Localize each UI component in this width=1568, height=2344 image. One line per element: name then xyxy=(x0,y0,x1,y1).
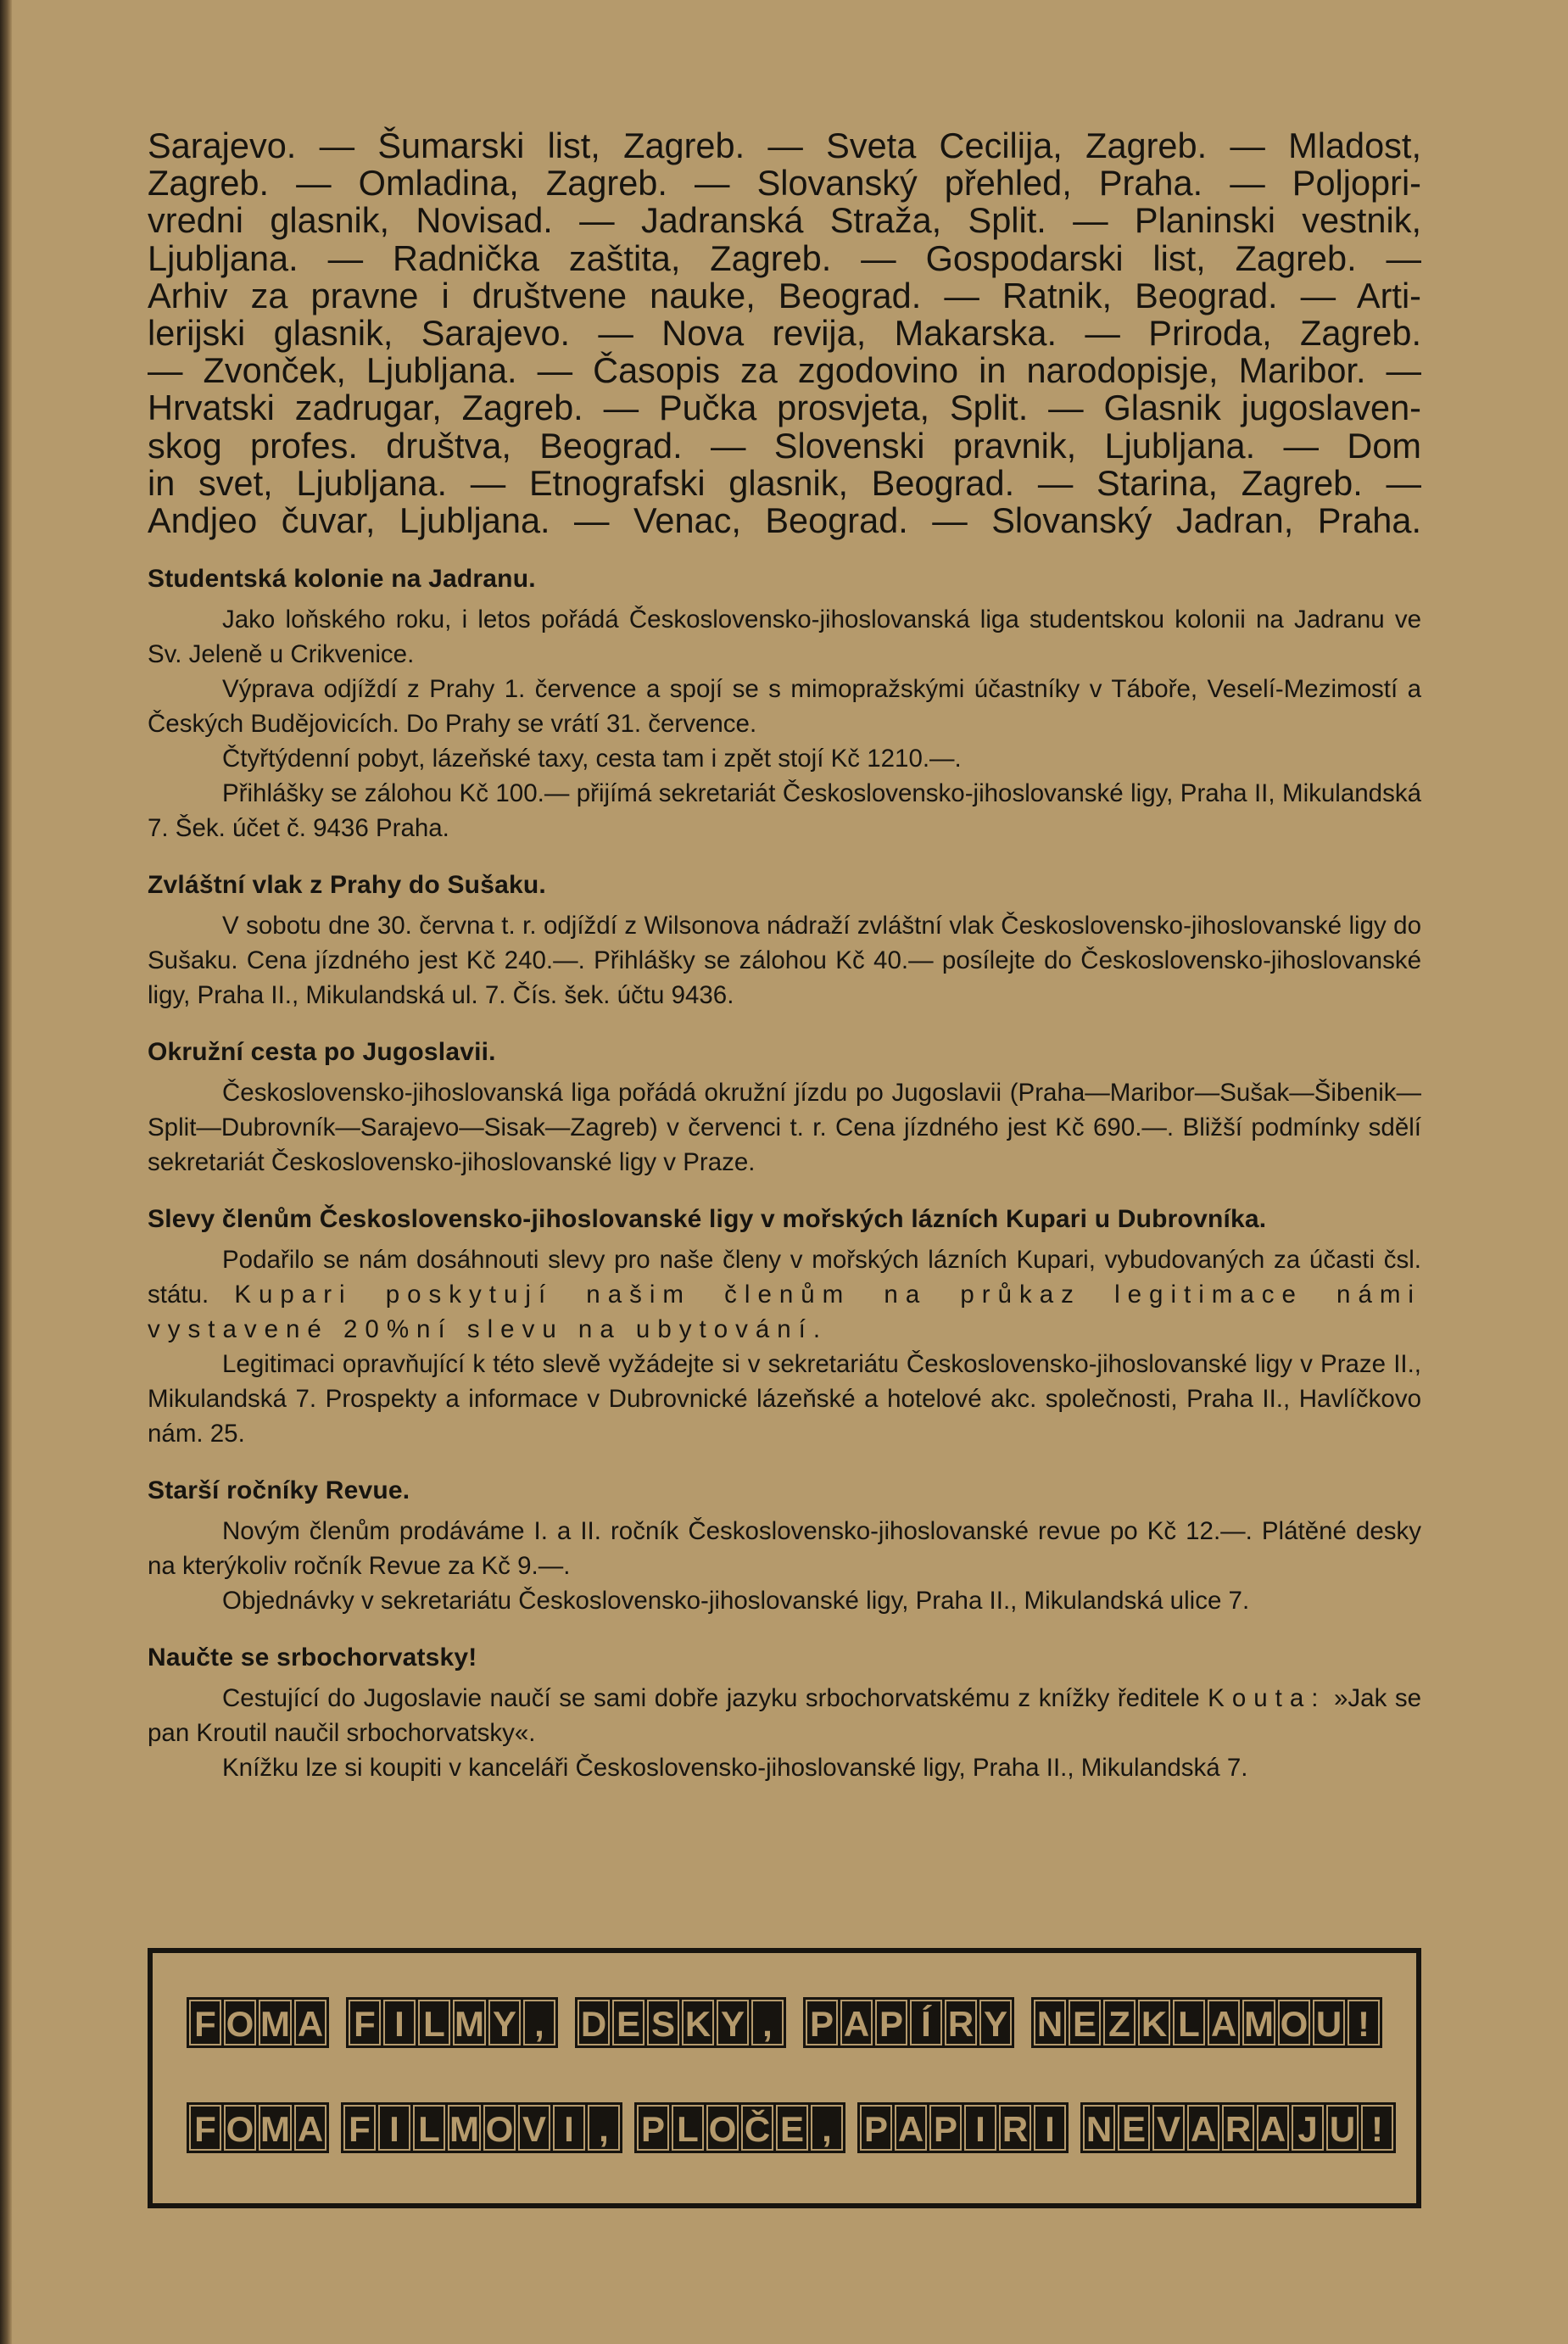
ad-letter-tile: R xyxy=(945,2000,977,2045)
ad-letter-tile: Y xyxy=(717,2000,749,2045)
ad-letter-tile: U xyxy=(1326,2105,1359,2151)
periodicals-list xyxy=(148,127,1421,539)
ad-letter-tile: Č xyxy=(741,2105,773,2151)
section-heading-slevy: Slevy členům Československo-jihoslovanské ligy v mořských lázních Kupari u Dubrovníka. xyxy=(148,1205,1267,1234)
ad-letter-tile: , xyxy=(523,2000,555,2045)
ad-letter-tile: M xyxy=(448,2105,481,2151)
ad-letter-tile: F xyxy=(349,2000,381,2045)
paragraph: V sobotu dne 30. června t. r. odjíždí z Wilsonova nádraží zvláštní vlak Československo-jihoslovanské ligy do Sušaku. Cena jízdného jest Kč 240.—. Přihlášky se zálohou Kč 40.— posílejte do Československo-jihoslovanské ligy, Praha II., Mikulandská ul. 7. Čís. šek. účtu 9436. xyxy=(148,912,1421,1010)
ad-letter-tile: Y xyxy=(979,2000,1012,2045)
ad-letter-tile: J xyxy=(1292,2105,1324,2151)
paragraph: Československo-jihoslovanská liga pořádá okružní jízdu po Jugoslavii (Praha—Maribor—Sušak—Šibenik—Split—Dubrovník—Sarajevo—Sisak—Zagreb) v červenci t. r. Cena jízdného jest Kč 690.—. Bližší podmínky sdělí sekretariát Československo-jihoslovanské ligy v Praze. xyxy=(148,1079,1421,1177)
ad-letter-tile: M xyxy=(259,2105,292,2151)
ad-letter-tile: A xyxy=(1208,2000,1240,2045)
ad-word xyxy=(187,1997,329,2048)
ad-letter-tile: ! xyxy=(1348,2000,1380,2045)
paragraph: Čtyřtýdenní pobyt, lázeňské taxy, cesta tam i zpět stojí Kč 1210.—. xyxy=(222,745,962,773)
ad-letter-tile: P xyxy=(637,2105,669,2151)
ad-letter-tile: P xyxy=(875,2000,907,2045)
paragraph: Novým členům prodáváme I. a II. ročník Československo-jihoslovanské revue po Kč 12.—. Plátěné desky na kterýkoliv ročník Revue za Kč 9.—. xyxy=(148,1517,1421,1581)
ad-letter-tile: N xyxy=(1034,2000,1066,2045)
periodicals-line: lerijski glasnik, Sarajevo. — Nova revija, Makarska. — Priroda, Zagreb. xyxy=(148,313,1421,354)
ad-letter-tile: E xyxy=(1069,2000,1101,2045)
ad-letter-tile: L xyxy=(1173,2000,1205,2045)
periodicals-line: Sarajevo. — Šumarski list, Zagreb. — Sveta Cecilija, Zagreb. — Mladost, xyxy=(148,126,1421,165)
ad-letter-tile: K xyxy=(682,2000,714,2045)
paragraph xyxy=(148,1681,1421,1750)
ad-letter-tile: A xyxy=(294,2000,326,2045)
ad-letter-tile: O xyxy=(483,2105,516,2151)
ad-letter-tile: O xyxy=(1278,2000,1310,2045)
ad-letter-tile: K xyxy=(1138,2000,1170,2045)
ad-letter-tile: L xyxy=(672,2105,704,2151)
book-spine xyxy=(0,0,12,2344)
ad-word xyxy=(803,1997,1014,2048)
periodicals-line: Arhiv za pravne i društvene nauke, Beograd. — Ratnik, Beograd. — Arti- xyxy=(148,275,1421,315)
ad-letter-tile: N xyxy=(1083,2105,1115,2151)
periodicals-line: vredni glasnik, Novisad. — Jadranská Straža, Split. — Planinski vestnik, xyxy=(148,200,1421,241)
ad-letter-tile: R xyxy=(999,2105,1031,2151)
page-content xyxy=(148,127,1421,1785)
ad-letter-tile: V xyxy=(1152,2105,1185,2151)
ad-letter-tile: U xyxy=(1313,2000,1345,2045)
section-heading-kolonie: Studentská kolonie na Jadranu. xyxy=(148,565,536,594)
paragraph: Knížku lze si koupiti v kanceláři Československo-jihoslovanské ligy, Praha II., Mikulandská 7. xyxy=(222,1754,1248,1783)
ad-letter-tile: P xyxy=(860,2105,892,2151)
ad-letter-tile: P xyxy=(806,2000,838,2045)
section-heading-vlak: Zvláštní vlak z Prahy do Sušaku. xyxy=(148,871,546,900)
section-heading-okruzni-cesta: Okružní cesta po Jugoslavii. xyxy=(148,1038,496,1067)
ad-letter-tile: E xyxy=(776,2105,808,2151)
ad-word xyxy=(1080,2102,1396,2153)
section-heading-starsi-rocniky: Starší ročníky Revue. xyxy=(148,1476,410,1505)
ad-letter-tile: S xyxy=(647,2000,679,2045)
ad-letter-tile: A xyxy=(1257,2105,1289,2151)
ad-letter-tile: A xyxy=(1187,2105,1219,2151)
ad-word xyxy=(634,2102,845,2153)
ad-letter-tile: E xyxy=(612,2000,644,2045)
ad-letter-tile: Y xyxy=(488,2000,521,2045)
ad-line-czech xyxy=(187,1997,1382,2048)
ad-letter-tile: M xyxy=(259,2000,292,2045)
periodicals-line: in svet, Ljubljana. — Etnografski glasnik, Beograd. — Starina, Zagreb. — xyxy=(148,462,1421,503)
paragraph: Objednávky v sekretariátu Československo-jihoslovanské ligy, Praha II., Mikulandská ulice 7. xyxy=(222,1587,1250,1616)
paragraph-text: Cestující do Jugoslavie naučí se sami dobře jazyku srbochorvatskému z knížky ředitele xyxy=(222,1684,1200,1713)
spaced-emphasis-text: Kupari poskytují našim členům na průkaz legitimace námi vystavené 20%ní slevu na ubytování. xyxy=(148,1281,1421,1344)
ad-letter-tile: I xyxy=(383,2000,416,2045)
ad-letter-tile: Z xyxy=(1103,2000,1136,2045)
periodicals-line: — Zvonček, Ljubljana. — Časopis za zgodovino in narodopisje, Maribor. — xyxy=(148,350,1421,391)
ad-letter-tile: A xyxy=(840,2000,873,2045)
paragraph: Legitimaci opravňující k této slevě vyžádejte si v sekretariátu Československo-jihoslovanské ligy v Praze II., Mikulandská 7. Prospekty a informace v Dubrovnické lázeňské a hotelové akc. společnosti, Praha II., Havlíčkovo nám. 25. xyxy=(148,1350,1421,1448)
ad-letter-tile: O xyxy=(224,2000,256,2045)
ad-letter-tile: O xyxy=(224,2105,256,2151)
ad-letter-tile: I xyxy=(378,2105,410,2151)
foma-advertisement xyxy=(148,1948,1421,2208)
ad-letter-tile: I xyxy=(553,2105,585,2151)
ad-letter-tile: , xyxy=(811,2105,843,2151)
paragraph: Výprava odjíždí z Prahy 1. července a spojí se s mimopražskými účastníky v Táboře, Veselí-Mezimostí a Českých Budějovicích. Do Prahy se vrátí 31. července. xyxy=(148,675,1421,739)
paragraph-text: Podařilo se nám dosáhnouti slevy pro naše členy v mořských lázních Kupari, vybudovaných za účasti čsl. státu. xyxy=(148,1246,1421,1309)
periodicals-line: skog profes. društva, Beograd. — Slovenski pravnik, Ljubljana. — Dom xyxy=(148,425,1421,466)
ad-letter-tile: D xyxy=(578,2000,610,2045)
ad-letter-tile: I xyxy=(964,2105,996,2151)
ad-word xyxy=(346,1997,558,2048)
paragraph-text: »Jak se pan Kroutil naučil srbochorvatsky«. xyxy=(148,1684,1422,1748)
ad-letter-tile: F xyxy=(343,2105,376,2151)
paragraph: Jako loňského roku, i letos pořádá Československo-jihoslovanská liga studentskou kolonii na Jadranu ve Sv. Jeleně u Crikvenice. xyxy=(148,606,1421,669)
ad-letter-tile: Í xyxy=(910,2000,942,2045)
ad-word xyxy=(1031,1997,1382,2048)
ad-letter-tile: R xyxy=(1222,2105,1254,2151)
ad-letter-tile: O xyxy=(706,2105,739,2151)
ad-letter-tile: M xyxy=(1242,2000,1275,2045)
ad-letter-tile: ! xyxy=(1361,2105,1393,2151)
ad-letter-tile: M xyxy=(453,2000,486,2045)
ad-letter-tile: E xyxy=(1118,2105,1150,2151)
ad-letter-tile: F xyxy=(189,2105,221,2151)
ad-word xyxy=(341,2102,622,2153)
periodicals-line: Zagreb. — Omladina, Zagreb. — Slovanský přehled, Praha. — Poljopri- xyxy=(148,163,1421,204)
periodicals-line: Hrvatski zadrugar, Zagreb. — Pučka prosvjeta, Split. — Glasnik jugoslaven- xyxy=(148,388,1421,428)
ad-letter-tile: P xyxy=(929,2105,962,2151)
ad-letter-tile: L xyxy=(413,2105,445,2151)
periodicals-line: Andjeo čuvar, Ljubljana. — Venac, Beograd. — Slovanský Jadran, Praha. xyxy=(148,500,1421,541)
ad-word xyxy=(575,1997,786,2048)
ad-word xyxy=(187,2102,329,2153)
ad-line-serbocroatian xyxy=(187,2102,1382,2153)
ad-letter-tile: A xyxy=(294,2105,326,2151)
ad-letter-tile: L xyxy=(418,2000,450,2045)
periodicals-line: Ljubljana. — Radnička zaštita, Zagreb. — Gospodarski list, Zagreb. — xyxy=(148,237,1421,278)
ad-letter-tile: V xyxy=(518,2105,550,2151)
ad-letter-tile: , xyxy=(751,2000,784,2045)
paragraph: Přihlášky se zálohou Kč 100.— přijímá sekretariát Československo-jihoslovanské ligy, Praha II, Mikulandská 7. Šek. účet č. 9436 Praha. xyxy=(148,779,1421,843)
spaced-emphasis-text: Kouta: xyxy=(1208,1684,1326,1713)
ad-letter-tile: F xyxy=(189,2000,221,2045)
section-heading-naucte-se: Naučte se srbochorvatsky! xyxy=(148,1644,477,1672)
ad-letter-tile: , xyxy=(588,2105,620,2151)
ad-letter-tile: I xyxy=(1034,2105,1066,2151)
ad-word xyxy=(857,2102,1069,2153)
paragraph xyxy=(148,1242,1421,1347)
ad-letter-tile: A xyxy=(895,2105,927,2151)
